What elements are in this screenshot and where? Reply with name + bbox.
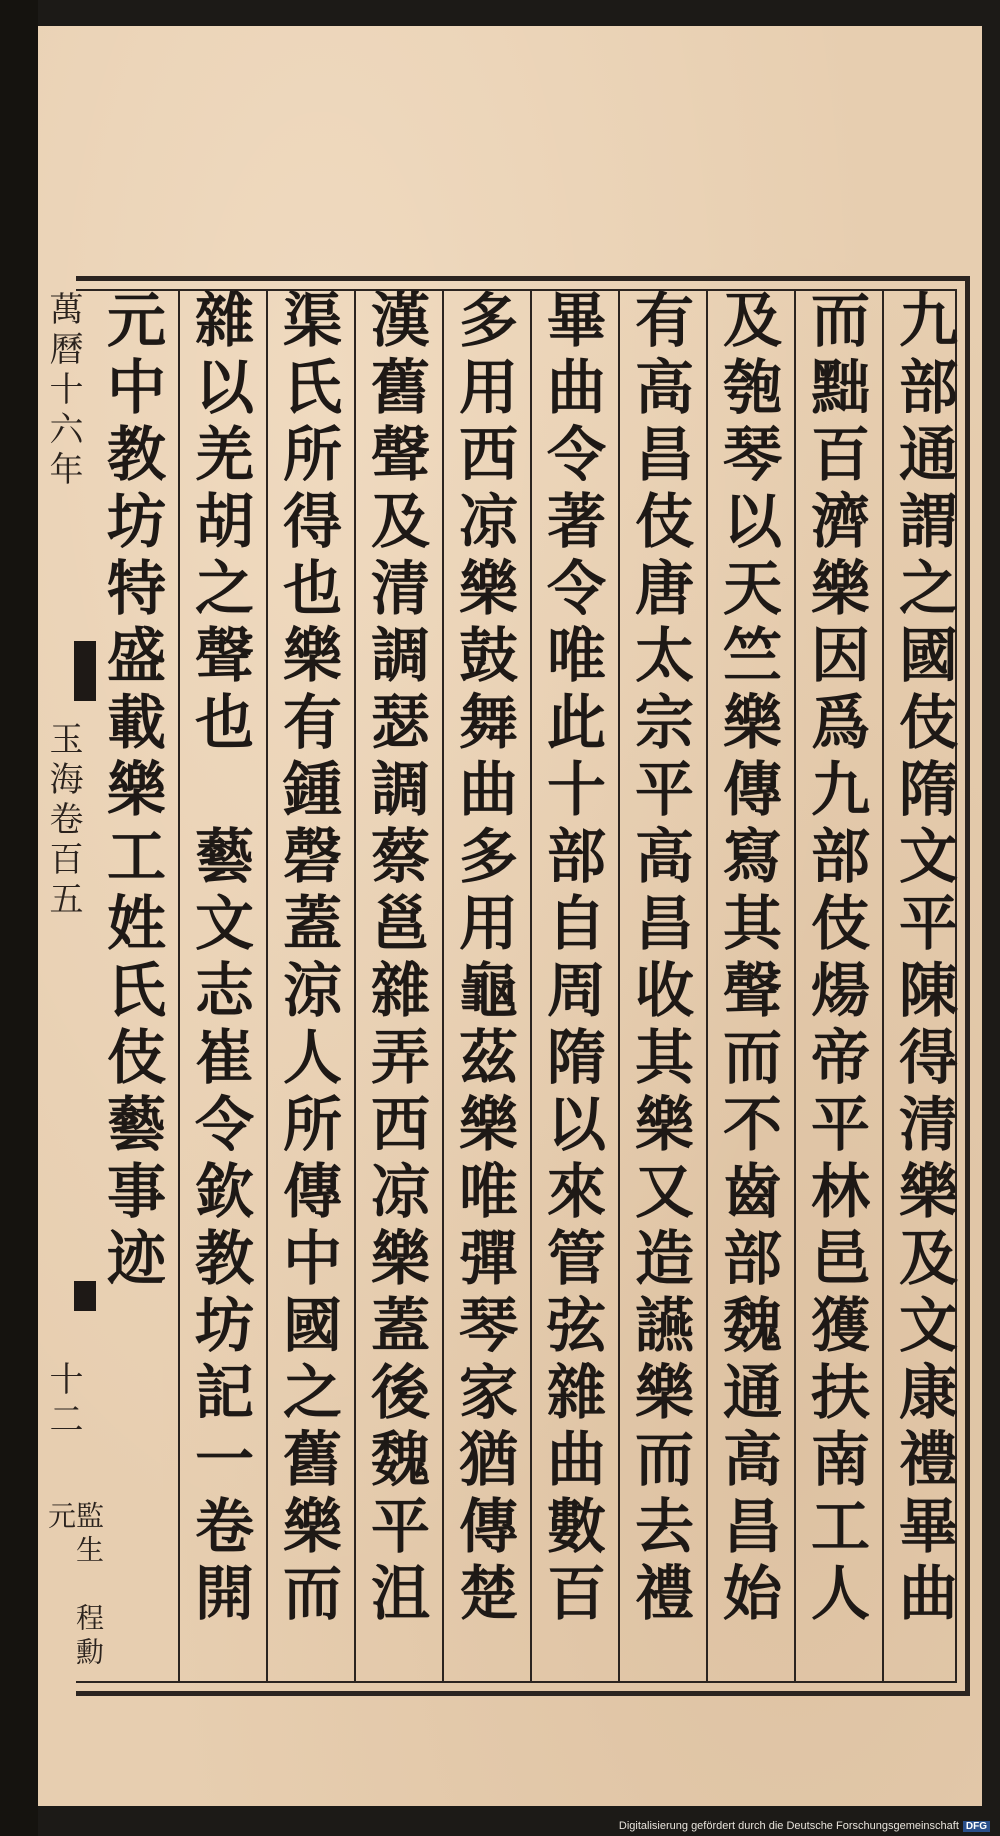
text-column-6: 多用西凉樂鼓舞曲多用龜茲樂唯彈琴家猶傳楚 (449, 289, 518, 1629)
column-rule (706, 289, 708, 1683)
text-column-1: 九部通謂之國伎隋文平陳得清樂及文康禮畢曲 (889, 289, 958, 1629)
column-rule (618, 289, 620, 1683)
column-rule (794, 289, 796, 1683)
text-column-10: 元中教坊特盛載樂工姓氏伎藝事迹 (97, 289, 166, 1294)
text-frame (43, 276, 970, 1696)
text-column-4: 有高昌伎唐太宗平高昌收其樂又造讌樂而去禮 (625, 289, 694, 1629)
text-column-3: 及匏琴以天竺樂傳寫其聲而不齒部魏通高昌始 (713, 289, 782, 1629)
margin-bottom-label: 監生 程勳元 (44, 1501, 105, 1671)
text-column-9: 雜以羌胡之聲也 藝文志崔令欽教坊記一卷開 (185, 289, 254, 1629)
document-page (38, 26, 982, 1806)
text-column-5: 畢曲令著令唯此十部自周隋以來管弦雜曲數百 (537, 289, 606, 1629)
digitization-credit (619, 1820, 990, 1832)
margin-page-number: 十二 (43, 1361, 83, 1441)
fishtail-mark (74, 1281, 96, 1311)
text-column-8: 渠氏所得也樂有鍾磬蓋涼人所傳中國之舊樂而 (273, 289, 342, 1629)
margin-year-label: 萬曆十六年 (43, 291, 83, 491)
credit-text: Digitalisierung gefördert durch die Deutsche Forschungsgemeinschaft (618, 1820, 959, 1832)
book-edge (0, 0, 38, 1836)
column-rule (266, 289, 268, 1683)
text-column-7: 漢舊聲及清調瑟調蔡邕雜弄西凉樂蓋後魏平沮 (361, 289, 430, 1629)
column-rule (882, 289, 884, 1683)
text-column-2: 而黜百濟樂因爲九部伎煬帝平林邑獲扶南工人 (801, 289, 870, 1629)
column-rule (354, 289, 356, 1683)
column-rule (530, 289, 532, 1683)
column-rule (178, 289, 180, 1683)
fishtail-mark (74, 641, 96, 701)
dfg-logo: DFG (963, 1821, 990, 1832)
margin-volume-label: 玉海卷百五 (43, 721, 83, 921)
column-rule (442, 289, 444, 1683)
